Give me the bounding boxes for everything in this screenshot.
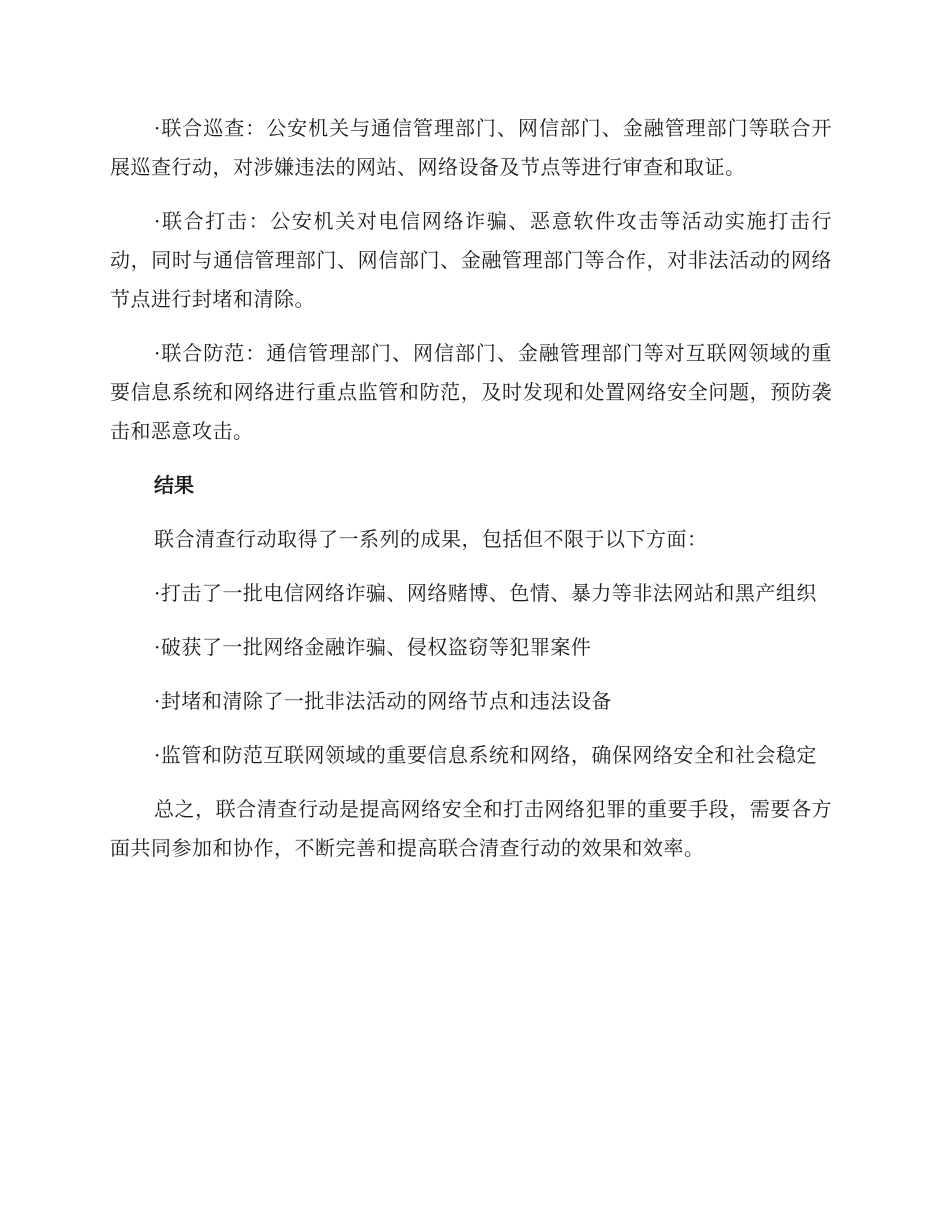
document-page xyxy=(110,109,832,868)
result-item: ·打击了一批电信网络诈骗、网络赌博、色情、暴力等非法网站和黑产组织 xyxy=(154,581,817,605)
conclusion-paragraph: 总之，联合清查行动是提高网络安全和打击网络犯罪的重要手段，需要各方面共同参加和协作，不断完善和提高联合清查行动的效果和效率。 xyxy=(110,797,832,860)
result-item: ·破获了一批网络金融诈骗、侵权盗窃等犯罪案件 xyxy=(154,635,592,659)
results-intro: 联合清查行动取得了一系列的成果，包括但不限于以下方面： xyxy=(154,527,708,551)
result-item: ·封堵和清除了一批非法活动的网络节点和违法设备 xyxy=(154,689,612,713)
measure-joint-prevention: ·联合防范：通信管理部门、网信部门、金融管理部门等对互联网领域的重要信息系统和网络进行重点监管和防范，及时发现和处置网络安全问题，预防袭击和恶意攻击。 xyxy=(110,341,832,443)
results-heading: 结果 xyxy=(154,473,194,497)
measure-joint-strike: ·联合打击：公安机关对电信网络诈骗、恶意软件攻击等活动实施打击行动，同时与通信管理部门、网信部门、金融管理部门等合作，对非法活动的网络节点进行封堵和清除。 xyxy=(110,209,832,311)
measure-joint-patrol: ·联合巡查：公安机关与通信管理部门、网信部门、金融管理部门等联合开展巡查行动，对涉嫌违法的网站、网络设备及节点等进行审查和取证。 xyxy=(110,116,832,179)
result-item: ·监管和防范互联网领域的重要信息系统和网络，确保网络安全和社会稳定 xyxy=(154,743,817,767)
